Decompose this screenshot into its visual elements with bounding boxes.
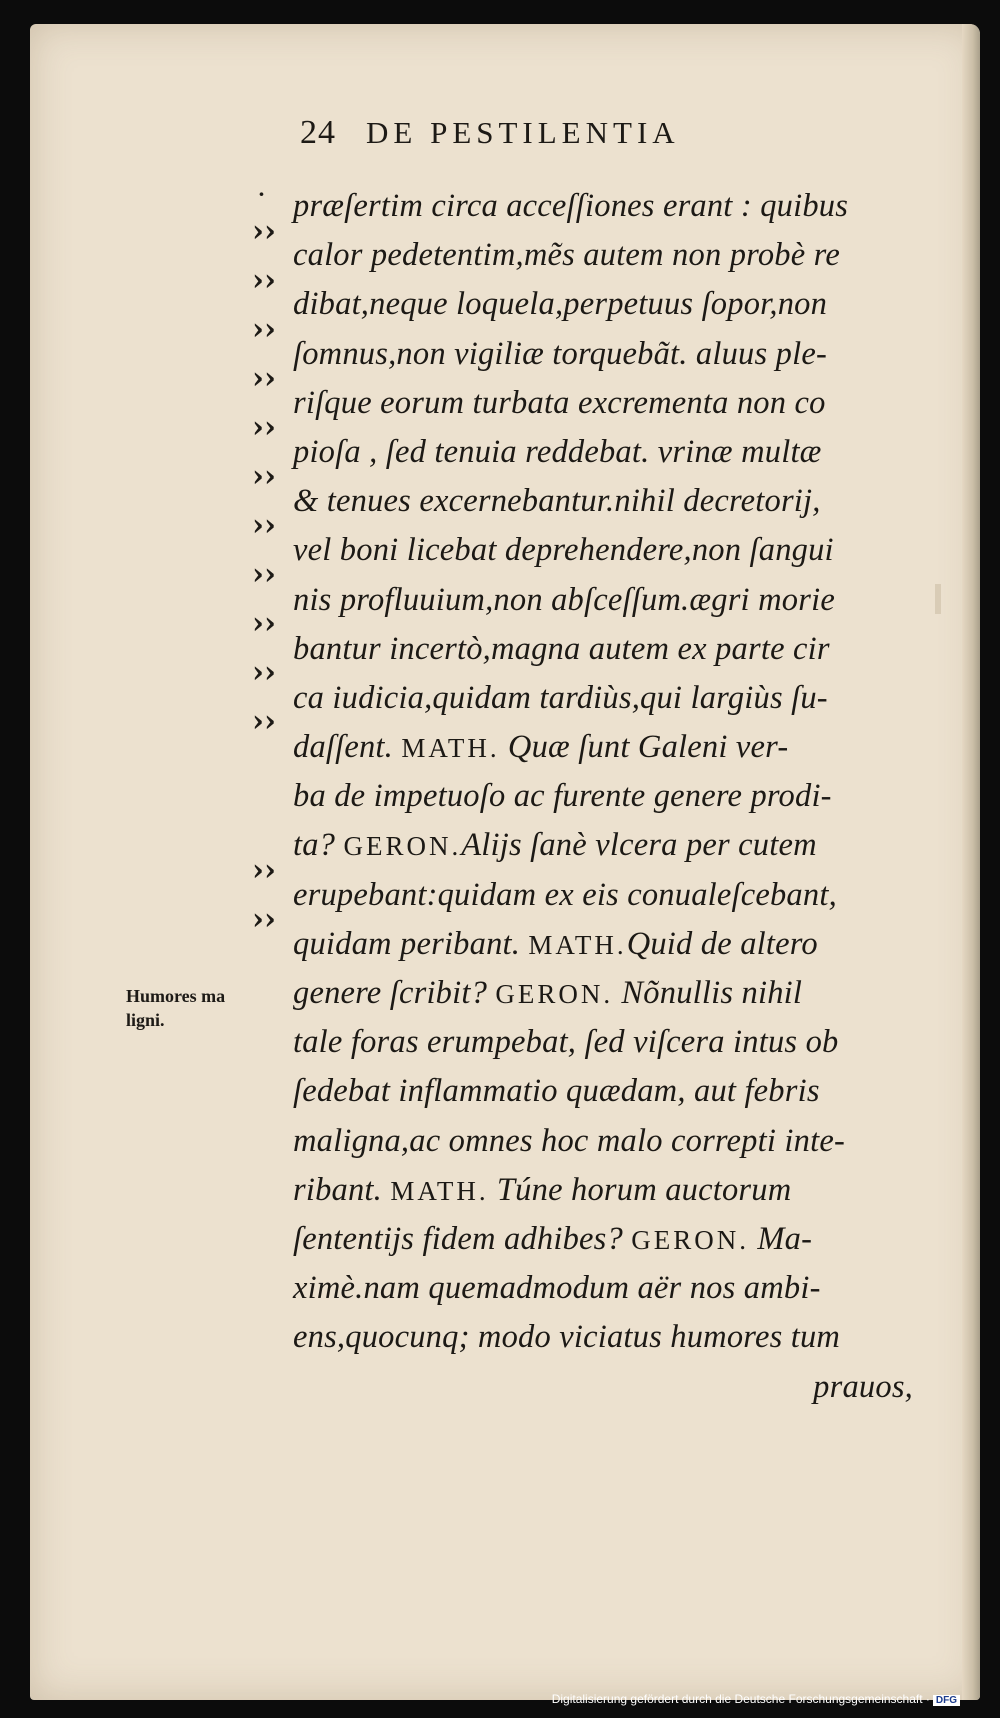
text-line: ribant. MATH. Túne horum auctorum: [293, 1171, 792, 1208]
running-header: [300, 114, 680, 152]
digitization-credit: [552, 1692, 960, 1706]
text-line: bantur incertò,magna autem ex parte cir: [293, 630, 830, 667]
speaker-name: MATH.: [390, 1175, 489, 1206]
quote-mark: ››: [252, 410, 276, 445]
quote-mark: ››: [252, 459, 276, 494]
credit-text: Digitalisierung gefördert durch die Deutsche Forschungsgemeinschaft ·: [551, 1692, 930, 1706]
text-line: quidam peribant. MATH.Quid de altero: [293, 925, 818, 962]
quote-mark: ››: [252, 557, 276, 592]
marginal-note-line: ligni.: [126, 1010, 165, 1030]
text-line: ba de impetuoſo ac furente genere prodi-: [293, 778, 832, 815]
text-line: pioſa , ſed tenuia reddebat. vrinæ multæ: [293, 433, 822, 470]
text-line: ſedebat inflammatio quædam, aut febris: [293, 1073, 820, 1110]
quote-mark: ››: [252, 508, 276, 543]
page-spine-shadow: [962, 24, 980, 1700]
quote-mark: ››: [252, 853, 276, 888]
speaker-name: GERON.: [495, 979, 614, 1009]
text-line: daſſent. MATH. Quæ ſunt Galeni ver-: [293, 729, 789, 766]
quote-mark: ››: [252, 606, 276, 641]
quote-mark: ››: [252, 214, 276, 249]
catchword: prauos,: [813, 1368, 913, 1405]
page-number: 24: [300, 114, 336, 151]
text-line: ximè.nam quemadmodum aër nos ambi-: [293, 1270, 821, 1307]
marginal-note-line: Humores ma: [126, 986, 226, 1006]
text-line: ca iudicia,quidam tardiùs,qui largiùs ſu-: [293, 679, 828, 716]
speaker-name: MATH.: [401, 733, 500, 764]
quote-mark: ››: [252, 902, 276, 937]
text-line: tale foras erumpebat, ſed viſcera intus ob: [293, 1024, 839, 1061]
marginal-note: [126, 984, 225, 1032]
text-line: & tenues excernebantur.nihil decretorij,: [293, 483, 821, 520]
paper-mark: [935, 584, 941, 614]
text-line: ta? GERON.Alijs ſanè vlcera per cutem: [293, 827, 817, 864]
quote-mark: ››: [252, 361, 276, 396]
body-text: [293, 182, 933, 1412]
quote-mark: ››: [252, 704, 276, 739]
speaker-name: GERON.: [631, 1224, 750, 1255]
text-line: genere ſcribit? GERON. Nõnullis nihil: [293, 975, 803, 1011]
quote-mark: ››: [252, 263, 276, 298]
text-line: maligna,ac omnes hoc malo correpti inte-: [293, 1122, 845, 1159]
text-line: dibat,neque loquela,perpetuus ſopor,non: [293, 286, 828, 323]
text-line: ſententijs fidem adhibes? GERON. Ma-: [293, 1220, 813, 1257]
text-line: calor pedetentim,mẽs autem non probè re: [293, 237, 840, 274]
text-line: nis profluuium,non abſceſſum.ægri morie: [293, 581, 835, 618]
text-line: riſque eorum turbata excrementa non co: [293, 384, 826, 421]
speaker-name: GERON.: [343, 831, 462, 862]
quote-mark: ››: [252, 312, 276, 347]
running-title: DE PESTILENTIA: [366, 115, 680, 150]
text-line: vel boni licebat deprehendere,non ſangui: [293, 532, 834, 569]
text-line: præſertim circa acceſſiones erant : quibus: [293, 188, 849, 224]
text-line: ens,quocunq; modo viciatus humores tum: [293, 1319, 841, 1356]
speaker-name: MATH.: [528, 929, 627, 960]
quote-mark: ››: [252, 655, 276, 690]
quote-mark: ·: [258, 182, 265, 206]
dfg-logo: DFG: [933, 1695, 960, 1706]
text-line: ſomnus,non vigiliæ torquebãt. aluus ple-: [293, 335, 827, 372]
text-line: erupebant:quidam ex eis conualeſcebant,: [293, 876, 837, 913]
